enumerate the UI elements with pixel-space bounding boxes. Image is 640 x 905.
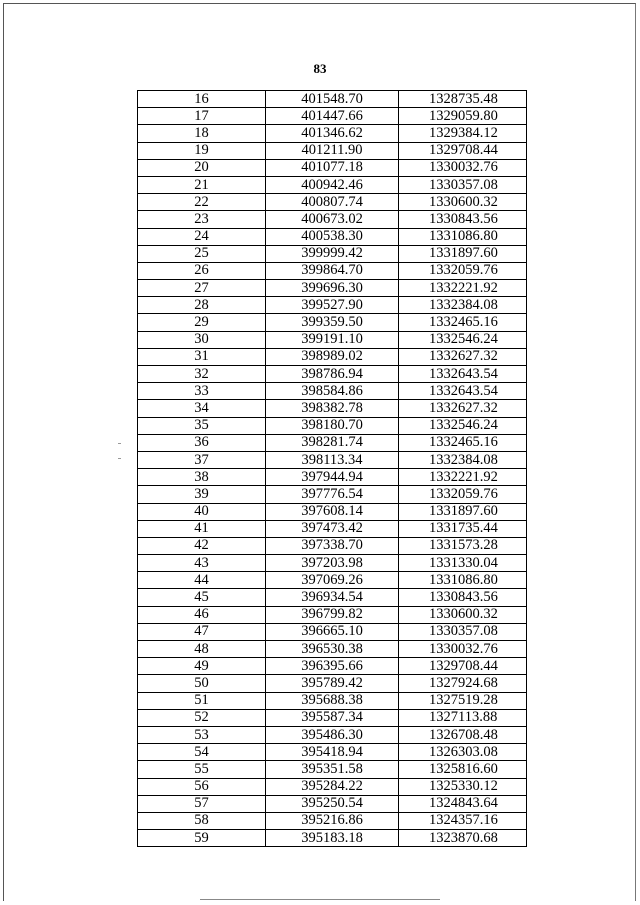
cell-y-coordinate: 1332465.16 <box>399 434 527 451</box>
table-row <box>138 606 527 623</box>
cell-point-number: 29 <box>138 314 266 331</box>
table-row <box>138 194 527 211</box>
cell-y-coordinate: 1332221.92 <box>399 469 527 486</box>
cell-point-number: 18 <box>138 125 266 142</box>
cell-y-coordinate: 1329384.12 <box>399 125 527 142</box>
cell-point-number: 58 <box>138 812 266 829</box>
cell-point-number: 49 <box>138 658 266 675</box>
cell-point-number: 35 <box>138 417 266 434</box>
cell-point-number: 31 <box>138 348 266 365</box>
cell-point-number: 46 <box>138 606 266 623</box>
cell-y-coordinate: 1331897.60 <box>399 503 527 520</box>
cell-point-number: 17 <box>138 108 266 125</box>
cell-y-coordinate: 1326303.08 <box>399 744 527 761</box>
cell-x-coordinate: 397608.14 <box>266 503 399 520</box>
cell-y-coordinate: 1326708.48 <box>399 726 527 743</box>
table-row <box>138 692 527 709</box>
cell-point-number: 30 <box>138 331 266 348</box>
cell-y-coordinate: 1329708.44 <box>399 142 527 159</box>
table-row <box>138 555 527 572</box>
cell-y-coordinate: 1331086.80 <box>399 572 527 589</box>
table-row <box>138 709 527 726</box>
cell-point-number: 27 <box>138 280 266 297</box>
cell-y-coordinate: 1325816.60 <box>399 761 527 778</box>
table-row <box>138 434 527 451</box>
table-row <box>138 211 527 228</box>
table-row <box>138 778 527 795</box>
cell-point-number: 57 <box>138 795 266 812</box>
table-row <box>138 675 527 692</box>
table-row <box>138 142 527 159</box>
table-row <box>138 366 527 383</box>
table-row <box>138 331 527 348</box>
table-row <box>138 400 527 417</box>
cell-point-number: 56 <box>138 778 266 795</box>
cell-x-coordinate: 399999.42 <box>266 245 399 262</box>
cell-y-coordinate: 1332059.76 <box>399 262 527 279</box>
table-row <box>138 795 527 812</box>
cell-x-coordinate: 396530.38 <box>266 641 399 658</box>
cell-y-coordinate: 1331086.80 <box>399 228 527 245</box>
cell-x-coordinate: 397944.94 <box>266 469 399 486</box>
cell-y-coordinate: 1330357.08 <box>399 623 527 640</box>
cell-y-coordinate: 1332627.32 <box>399 400 527 417</box>
table-row <box>138 125 527 142</box>
cell-point-number: 20 <box>138 159 266 176</box>
cell-x-coordinate: 401077.18 <box>266 159 399 176</box>
cell-x-coordinate: 401548.70 <box>266 91 399 108</box>
table-row <box>138 537 527 554</box>
table-row <box>138 469 527 486</box>
cell-x-coordinate: 399359.50 <box>266 314 399 331</box>
cell-point-number: 45 <box>138 589 266 606</box>
cell-x-coordinate: 395486.30 <box>266 726 399 743</box>
cell-x-coordinate: 398786.94 <box>266 366 399 383</box>
table-row <box>138 451 527 468</box>
table-row <box>138 245 527 262</box>
cell-x-coordinate: 398382.78 <box>266 400 399 417</box>
table-row <box>138 297 527 314</box>
margin-mark <box>118 458 121 459</box>
cell-y-coordinate: 1332059.76 <box>399 486 527 503</box>
cell-y-coordinate: 1323870.68 <box>399 830 527 847</box>
cell-x-coordinate: 396665.10 <box>266 623 399 640</box>
cell-y-coordinate: 1332643.54 <box>399 366 527 383</box>
cell-y-coordinate: 1332221.92 <box>399 280 527 297</box>
cell-y-coordinate: 1329708.44 <box>399 658 527 675</box>
cell-y-coordinate: 1330032.76 <box>399 641 527 658</box>
table-row <box>138 314 527 331</box>
cell-y-coordinate: 1330600.32 <box>399 606 527 623</box>
cell-point-number: 52 <box>138 709 266 726</box>
cell-x-coordinate: 395418.94 <box>266 744 399 761</box>
table-row <box>138 91 527 108</box>
cell-point-number: 24 <box>138 228 266 245</box>
cell-x-coordinate: 396799.82 <box>266 606 399 623</box>
table-row <box>138 262 527 279</box>
table-row <box>138 572 527 589</box>
cell-point-number: 37 <box>138 451 266 468</box>
coordinates-table <box>137 90 527 847</box>
cell-x-coordinate: 395351.58 <box>266 761 399 778</box>
cell-x-coordinate: 399696.30 <box>266 280 399 297</box>
cell-point-number: 19 <box>138 142 266 159</box>
cell-y-coordinate: 1324843.64 <box>399 795 527 812</box>
cell-x-coordinate: 400807.74 <box>266 194 399 211</box>
table-row <box>138 589 527 606</box>
cell-x-coordinate: 397473.42 <box>266 520 399 537</box>
cell-point-number: 48 <box>138 641 266 658</box>
cell-y-coordinate: 1331735.44 <box>399 520 527 537</box>
cell-x-coordinate: 400942.46 <box>266 176 399 193</box>
cell-point-number: 42 <box>138 537 266 554</box>
cell-y-coordinate: 1331897.60 <box>399 245 527 262</box>
table-row <box>138 348 527 365</box>
cell-x-coordinate: 398113.34 <box>266 451 399 468</box>
cell-x-coordinate: 399527.90 <box>266 297 399 314</box>
table-row <box>138 228 527 245</box>
cell-x-coordinate: 401346.62 <box>266 125 399 142</box>
cell-point-number: 55 <box>138 761 266 778</box>
cell-y-coordinate: 1327924.68 <box>399 675 527 692</box>
table-row <box>138 623 527 640</box>
cell-point-number: 39 <box>138 486 266 503</box>
bottom-scan-line <box>200 899 440 900</box>
table-row <box>138 520 527 537</box>
cell-x-coordinate: 395688.38 <box>266 692 399 709</box>
cell-x-coordinate: 398989.02 <box>266 348 399 365</box>
cell-y-coordinate: 1332627.32 <box>399 348 527 365</box>
cell-x-coordinate: 395789.42 <box>266 675 399 692</box>
cell-y-coordinate: 1332643.54 <box>399 383 527 400</box>
cell-x-coordinate: 397776.54 <box>266 486 399 503</box>
table-row <box>138 658 527 675</box>
cell-x-coordinate: 395284.22 <box>266 778 399 795</box>
cell-point-number: 33 <box>138 383 266 400</box>
cell-point-number: 16 <box>138 91 266 108</box>
cell-y-coordinate: 1332465.16 <box>399 314 527 331</box>
cell-point-number: 59 <box>138 830 266 847</box>
cell-point-number: 25 <box>138 245 266 262</box>
cell-x-coordinate: 395216.86 <box>266 812 399 829</box>
cell-point-number: 28 <box>138 297 266 314</box>
cell-x-coordinate: 396934.54 <box>266 589 399 606</box>
table-row <box>138 159 527 176</box>
cell-point-number: 22 <box>138 194 266 211</box>
cell-point-number: 38 <box>138 469 266 486</box>
table-row <box>138 812 527 829</box>
cell-point-number: 26 <box>138 262 266 279</box>
table-row <box>138 726 527 743</box>
table-row <box>138 761 527 778</box>
cell-x-coordinate: 396395.66 <box>266 658 399 675</box>
cell-x-coordinate: 400538.30 <box>266 228 399 245</box>
cell-y-coordinate: 1332546.24 <box>399 331 527 348</box>
cell-y-coordinate: 1324357.16 <box>399 812 527 829</box>
table-row <box>138 744 527 761</box>
table-row <box>138 108 527 125</box>
table-row <box>138 830 527 847</box>
cell-x-coordinate: 397203.98 <box>266 555 399 572</box>
cell-point-number: 32 <box>138 366 266 383</box>
table-row <box>138 280 527 297</box>
cell-x-coordinate: 397069.26 <box>266 572 399 589</box>
cell-x-coordinate: 401447.66 <box>266 108 399 125</box>
cell-y-coordinate: 1327113.88 <box>399 709 527 726</box>
cell-y-coordinate: 1330843.56 <box>399 211 527 228</box>
cell-y-coordinate: 1327519.28 <box>399 692 527 709</box>
cell-point-number: 47 <box>138 623 266 640</box>
cell-x-coordinate: 400673.02 <box>266 211 399 228</box>
cell-y-coordinate: 1332384.08 <box>399 297 527 314</box>
cell-x-coordinate: 398180.70 <box>266 417 399 434</box>
cell-point-number: 40 <box>138 503 266 520</box>
cell-y-coordinate: 1330843.56 <box>399 589 527 606</box>
cell-y-coordinate: 1330357.08 <box>399 176 527 193</box>
cell-x-coordinate: 399864.70 <box>266 262 399 279</box>
cell-point-number: 21 <box>138 176 266 193</box>
cell-point-number: 53 <box>138 726 266 743</box>
cell-x-coordinate: 395587.34 <box>266 709 399 726</box>
cell-point-number: 54 <box>138 744 266 761</box>
cell-x-coordinate: 398281.74 <box>266 434 399 451</box>
table-row <box>138 641 527 658</box>
coordinates-table-body <box>138 91 527 847</box>
cell-point-number: 44 <box>138 572 266 589</box>
cell-x-coordinate: 395250.54 <box>266 795 399 812</box>
cell-x-coordinate: 399191.10 <box>266 331 399 348</box>
cell-point-number: 36 <box>138 434 266 451</box>
cell-y-coordinate: 1325330.12 <box>399 778 527 795</box>
cell-y-coordinate: 1331330.04 <box>399 555 527 572</box>
page-number: 83 <box>313 61 327 76</box>
cell-point-number: 23 <box>138 211 266 228</box>
table-row <box>138 383 527 400</box>
cell-y-coordinate: 1332546.24 <box>399 417 527 434</box>
cell-y-coordinate: 1329059.80 <box>399 108 527 125</box>
table-row <box>138 417 527 434</box>
table-row <box>138 176 527 193</box>
cell-point-number: 51 <box>138 692 266 709</box>
cell-y-coordinate: 1328735.48 <box>399 91 527 108</box>
margin-mark <box>118 443 121 444</box>
cell-y-coordinate: 1331573.28 <box>399 537 527 554</box>
table-row <box>138 503 527 520</box>
cell-point-number: 50 <box>138 675 266 692</box>
table-row <box>138 486 527 503</box>
cell-y-coordinate: 1330600.32 <box>399 194 527 211</box>
cell-x-coordinate: 397338.70 <box>266 537 399 554</box>
cell-x-coordinate: 398584.86 <box>266 383 399 400</box>
cell-point-number: 43 <box>138 555 266 572</box>
cell-point-number: 34 <box>138 400 266 417</box>
cell-x-coordinate: 401211.90 <box>266 142 399 159</box>
cell-y-coordinate: 1332384.08 <box>399 451 527 468</box>
cell-x-coordinate: 395183.18 <box>266 830 399 847</box>
cell-point-number: 41 <box>138 520 266 537</box>
cell-y-coordinate: 1330032.76 <box>399 159 527 176</box>
